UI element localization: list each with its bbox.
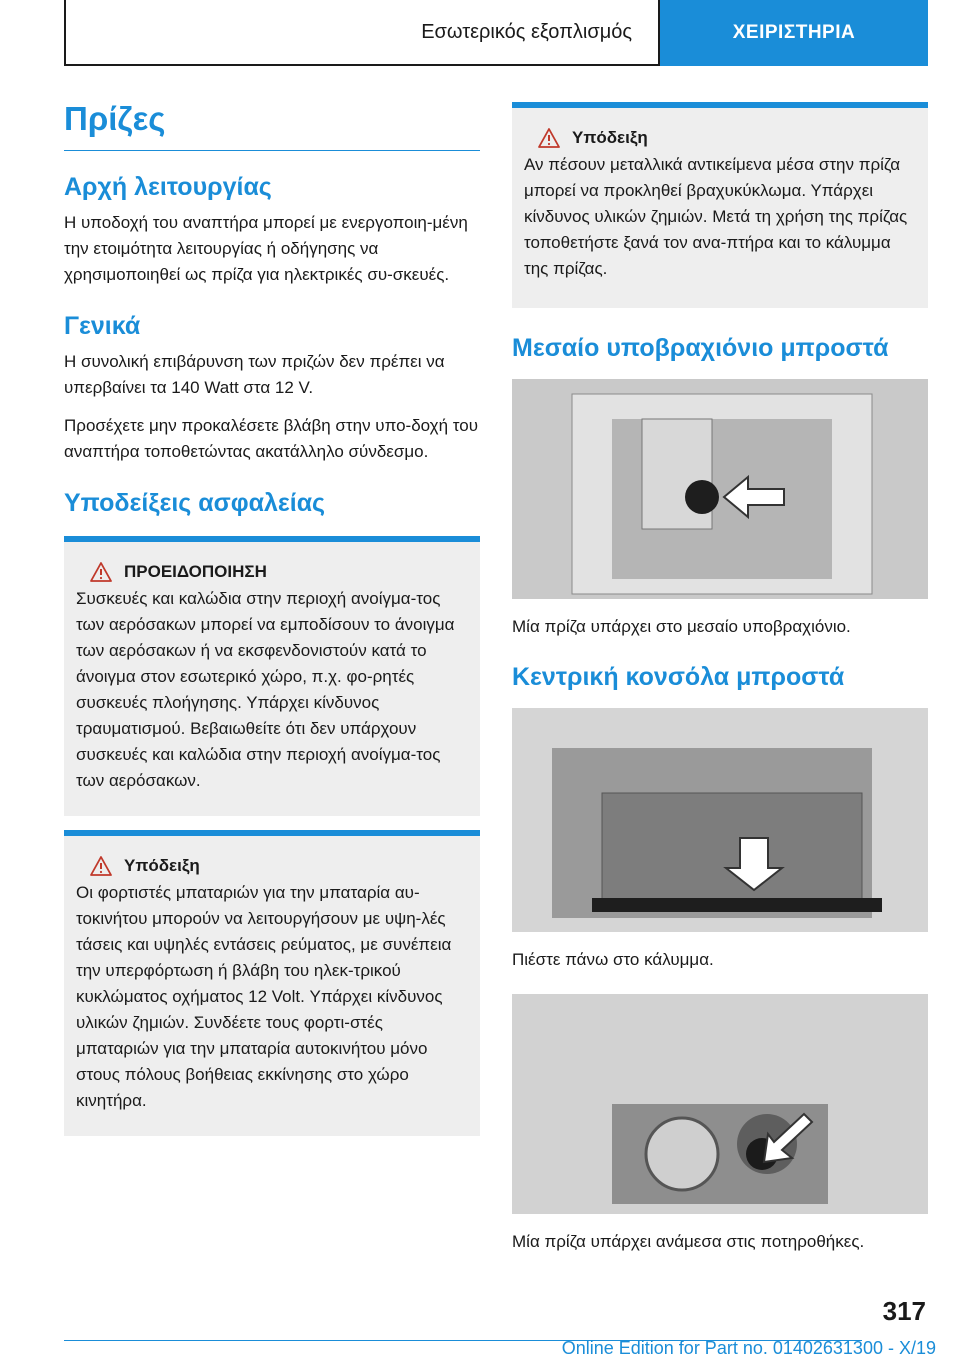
warning-title: ΠΡΟΕΙΔΟΠΟΙΗΣΗ (124, 562, 267, 581)
safety-heading: Υποδείξεις ασφαλείας (64, 489, 326, 517)
console-cover-photo (512, 708, 928, 932)
section-title: Εσωτερικός εξοπλισμός (64, 0, 660, 66)
warning-text: Συσκευές και καλώδια στην περιοχή ανοίγμα-τος των αερόσακων μπορεί να εμποδίσουν το άνοιγμα των αερόσακων ή να εκσφενδονιστούν κατά το άνοιγμα στον εσωτερικό χώρο, π.χ. φο-ρητές συσκευές πλοήγησης. Υπάρχει κίνδυνος τραυματισμού. Βεβαιωθείτε ότι δεν υπάρχουν συσκευές και καλώδια στην περιοχή ανοίγμα-τος των αερόσακων. (76, 589, 455, 790)
principle-text: Η υποδοχή του αναπτήρα μπορεί με ενεργοποιη-μένη την ετοιμότητα λειτουργίας ή οδήγησης να χρησιμοποιηθεί ως πρίζα για ηλεκτρικές συ-σκευές. (64, 213, 468, 284)
right-column (512, 102, 928, 1254)
notice-title: Υπόδειξη (572, 128, 648, 147)
warning-icon (90, 562, 112, 582)
cupholder-photo (512, 994, 928, 1214)
edition-note: Online Edition for Part no. 01402631300 - X/19 (561, 1338, 936, 1358)
notice-box-left (64, 830, 480, 1136)
warning-box (64, 536, 480, 816)
left-column (64, 100, 480, 1136)
general-text-1: Η συνολική επιβάρυνση των πριζών δεν πρέπει να υπερβαίνει τα 140 Watt στα 12 V. (64, 352, 445, 397)
notice-box-right (512, 102, 928, 308)
armrest-caption: Μία πρίζα υπάρχει στο μεσαίο υποβραχιόνιο. (512, 617, 851, 636)
notice-text: Αν πέσουν μεταλλικά αντικείμενα μέσα στην πρίζα μπορεί να προκληθεί βραχυκύκλωμα. Υπάρχει κίνδυνος υλικών ζημιών. Μετά τη χρήση της πρίζας τοποθετήστε ξανά τον ανα-πτήρα και το κάλυμμα της πρίζας. (524, 155, 908, 278)
page-header (64, 0, 928, 66)
page-title: Πρίζες (64, 100, 480, 151)
principle-heading: Αρχή λειτουργίας (64, 173, 272, 201)
console-cover-caption: Πιέστε πάνω στο κάλυμμα. (512, 950, 714, 969)
cupholder-caption: Μία πρίζα υπάρχει ανάμεσα στις ποτηροθήκες. (512, 1232, 865, 1251)
notice-text: Οι φορτιστές μπαταριών για την μπαταρία αυ-τοκινήτου μπορούν να λειτουργήσουν με υψη-λές τάσεις και υψηλές εντάσεις ρεύματος, με συνέπεια την υπερφόρτωση ή βλάβη του ηλεκ-τρικού κυκλώματος οχήματος 12 Volt. Υπάρχει κίνδυνος υλικών ζημιών. Συνδέετε τους φορτι-στές μπαταριών για την μπαταρία αυτοκινήτου μόνο στους πόλους βοήθειας εκκίνησης στο χώρο κινητήρα. (76, 883, 452, 1110)
notice-icon (90, 856, 112, 876)
armrest-photo (512, 379, 928, 599)
general-text-2: Προσέχετε μην προκαλέσετε βλάβη στην υπο-δοχή του αναπτήρα τοποθετώντας ακατάλληλο σύνδεσμο. (64, 416, 478, 461)
armrest-heading: Μεσαίο υποβραχιόνιο μπροστά (512, 334, 889, 362)
console-heading: Κεντρική κονσόλα μπροστά (512, 663, 845, 691)
notice-title: Υπόδειξη (124, 856, 200, 875)
page-number: 317 (882, 1296, 926, 1326)
general-heading: Γενικά (64, 312, 141, 340)
notice-icon (538, 128, 560, 148)
chapter-tab[interactable]: ΧΕΙΡΙΣΤΗΡΙΑ (660, 0, 928, 66)
